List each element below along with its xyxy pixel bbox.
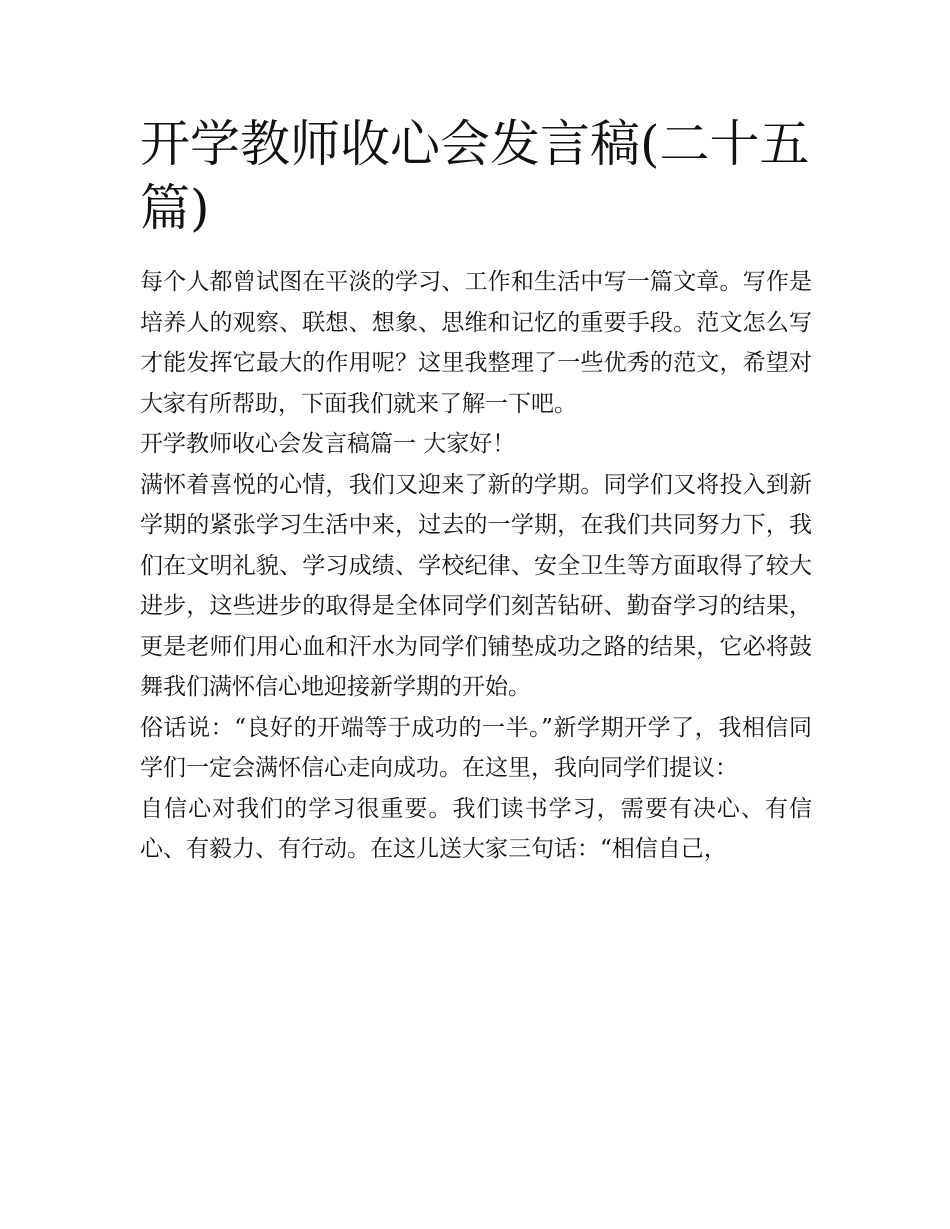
paragraph-confidence: 自信心对我们的学习很重要。我们读书学习，需要有决心、有信心、有毅力、有行动。在这儿送大家三句话：“相信自己， (140, 795, 812, 862)
document-body (140, 262, 812, 870)
document-title: 开学教师收心会发言稿(二十五篇) (140, 115, 810, 237)
document-content (140, 112, 812, 870)
paragraph-new-semester: 满怀着喜悦的心情，我们又迎来了新的学期。同学们又将投入到新学期的紧张学习生活中来，过去的一学期，在我们共同努力下，我们在文明礼貌、学习成绩、学校纪律、安全卫生等方面取得了较大进步，这些进步的取得是全体同学们刻苦钻研、勤奋学习的结果，更是老师们用心血和汗水为同学们铺垫成功之路的结果，它必将鼓舞我们满怀信心地迎接新学期的开始。 (140, 471, 812, 700)
paragraph-section-heading: 开学教师收心会发言稿篇一 大家好！ (140, 431, 516, 457)
paragraph-intro: 每个人都曾试图在平淡的学习、工作和生活中写一篇文章。写作是培养人的观察、联想、想象、思维和记忆的重要手段。范文怎么写才能发挥它最大的作用呢？这里我整理了一些优秀的范文，希望对大家有所帮助，下面我们就来了解一下吧。 (140, 269, 812, 417)
paragraph-proverb: 俗话说：“良好的开端等于成功的一半。”新学期开学了，我相信同学们一定会满怀信心走向成功。在这里，我向同学们提议： (140, 714, 812, 781)
